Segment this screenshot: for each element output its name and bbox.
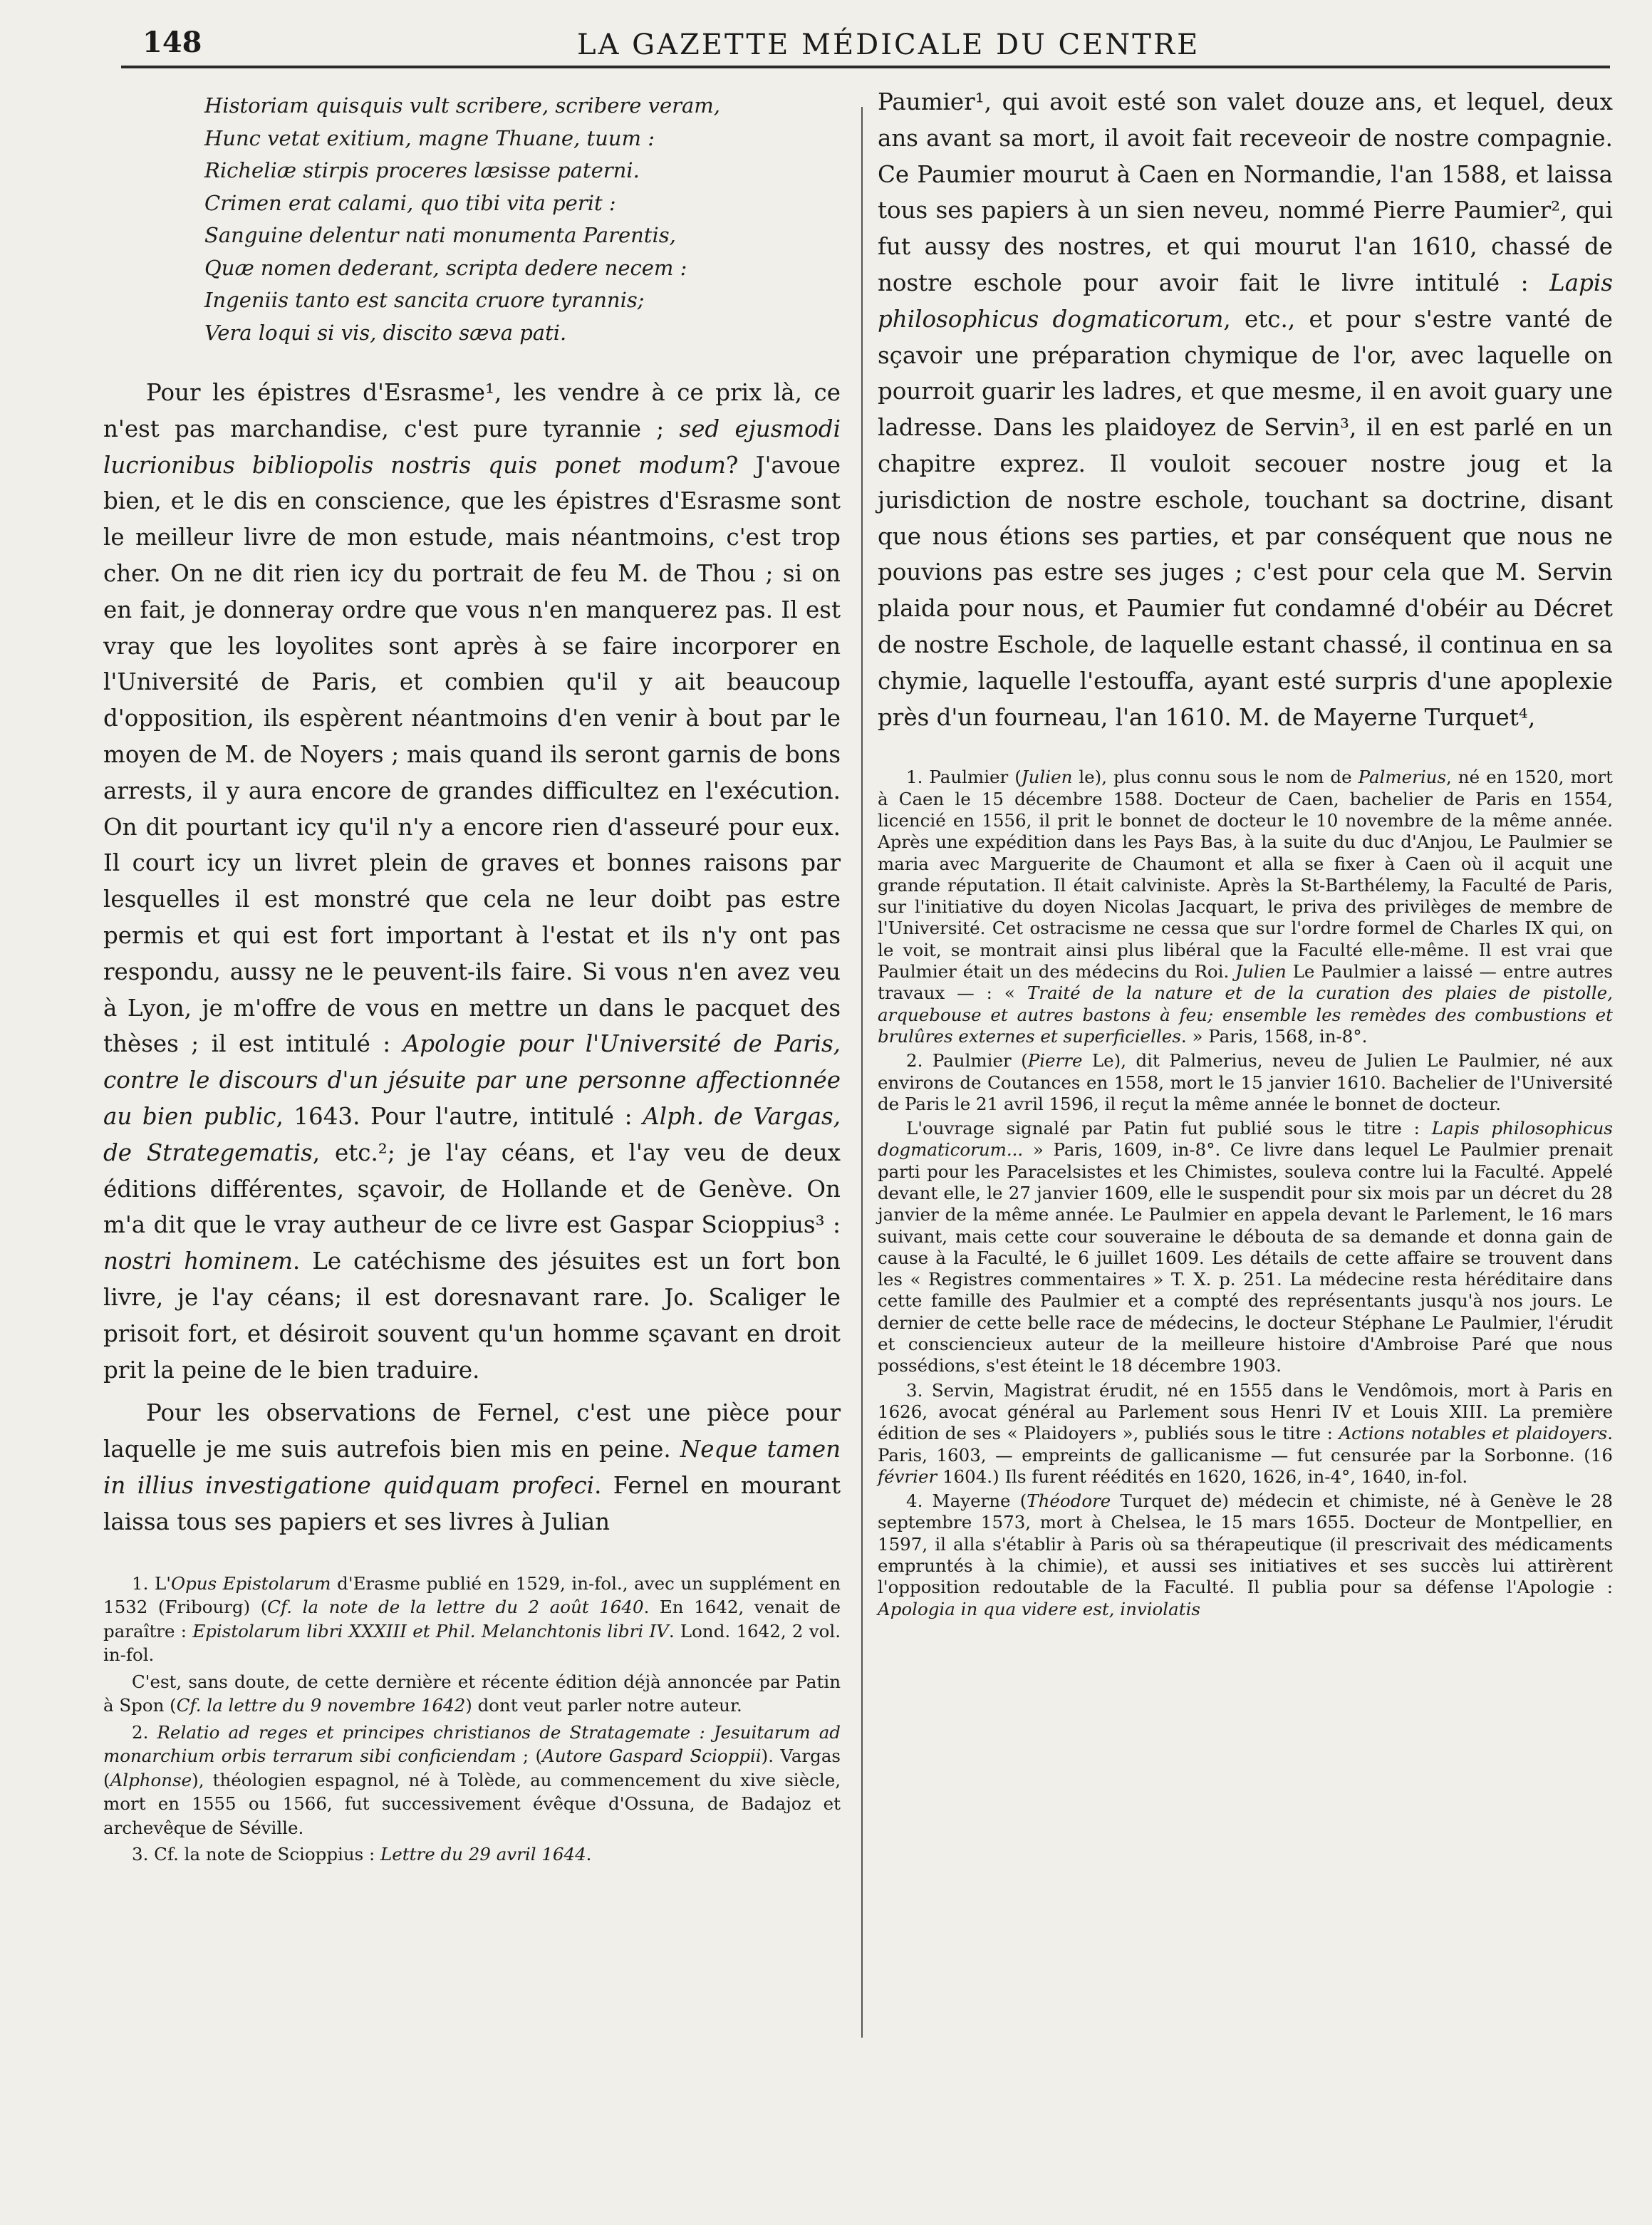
left-column: [103, 84, 841, 1869]
right-footnotes: [878, 767, 1613, 1620]
left-body-text: [103, 375, 841, 1540]
left-footnotes: [103, 1572, 841, 1867]
verse-line: Vera loqui si vis, discito sæva pati.: [204, 320, 567, 345]
header-rule: [121, 66, 1610, 68]
verse-line: Crimen erat calami, quo tibi vita perit :: [204, 190, 616, 215]
page-number: 148: [142, 26, 202, 59]
page-header: [121, 20, 1603, 64]
footnote: 2. Paulmier (Pierre Le), dit Palmerius, neveu de Julien Le Paulmier, né aux environs de Coutances en 1558, mort le 15 janvier 1610. Bachelier de l'Université de Paris le 21 avril 1596, il reçut la même année le bonnet de docteur.: [878, 1050, 1613, 1114]
body-paragraph: Paumier¹, qui avoit esté son valet douze ans, et lequel, deux ans avant sa mort, il avoit fait receveoir de nostre compagnie. Ce Paumier mourut à Caen en Normandie, l'an 1588, et laissa tous ses papiers à un sien neveu, nommé Pierre Paumier², qui fut aussy des nostres, et qui mourut l'an 1610, chassé de nostre eschole pour avoir fait le livre intitulé : Lapis philosophicus dogmaticorum, etc., et pour s'estre vanté de sçavoir une préparation chymique de l'or, avec laquelle on pourroit guarir les ladres, et que mesme, il en avoit guary une ladresse. Dans les plaidoyez de Servin³, il en est parlé en un chapitre exprez. Il vouloit secouer nostre joug et la jurisdiction de nostre eschole, touchant sa doctrine, disant que nous étions ses parties, et par conséquent que nous ne pouvions pas estre ses juges ; c'est pour cela que M. Servin plaida pour nous, et Paumier fut condamné d'obéir au Décret de nostre Eschole, de laquelle estant chassé, il continua en sa chymie, laquelle l'estouffa, ayant esté surpris d'une apoplexie près d'un fourneau, l'an 1610. M. de Mayerne Turquet⁴,: [878, 88, 1613, 731]
right-body-text: [878, 84, 1613, 735]
body-paragraph: Pour les observations de Fernel, c'est une pièce pour laquelle je me suis autrefois bien mis en peine. Neque tamen in illius investigatione quidquam profeci. Fernel en mourant laissa tous ses papiers et ses livres à Julian: [103, 1399, 841, 1535]
running-title: LA GAZETTE MÉDICALE DU CENTRE: [577, 28, 1200, 61]
verse-line: Ingeniis tanto est sancita cruore tyrannis;: [204, 288, 645, 312]
body-paragraph: Pour les épistres d'Esrasme¹, les vendre à ce prix là, ce n'est pas marchandise, c'est pure tyrannie ; sed ejusmodi lucrionibus bibliopolis nostris quis ponet modum? J'avoue bien, et le dis en conscience, que les épistres d'Esrasme sont le meilleur livre de mon estude, mais néantmoins, c'est trop cher. On ne dit rien icy du portrait de feu M. de Thou ; si on en fait, je donneray ordre que vous n'en manquerez pas. Il est vray que les loyolites sont après à se faire incorporer en l'Université de Paris, et combien qu'il y ait beaucoup d'opposition, ils espèrent néantmoins d'en venir à bout par le moyen de M. de Noyers ; mais quand ils seront garnis de bons arrests, il y aura encore de grandes difficultez en l'exécution. On dit pourtant icy qu'il n'y a encore rien d'asseuré pour eux. Il court icy un livret plein de graves et bonnes raisons par lesquelles il est monstré que cela ne leur doibt pas estre permis et qui est fort important à l'estat et ils n'y ont pas respondu, aussy ne le peuvent-ils faire. Si vous n'en avez veu à Lyon, je m'offre de vous en mettre un dans le pacquet des thèses ; il est intitulé : Apologie pour l'Université de Paris, contre le discours d'un jésuite par une personne affectionnée au bien public, 1643. Pour l'autre, intitulé : Alph. de Vargas, de Strategematis, etc.²; je l'ay céans, et l'ay veu de deux éditions différentes, sçavoir, de Hollande et de Genève. On m'a dit que le vray autheur de ce livre est Gaspar Scioppius³ : nostri hominem. Le catéchisme des jésuites est un fort bon livre, je l'ay céans; il est doresnavant rare. Jo. Scaliger le prisoit fort, et désiroit souvent qu'un homme sçavant en droit prit la peine de le bien traduire.: [103, 379, 841, 1384]
verse-line: Historiam quisquis vult scribere, scribere veram,: [204, 93, 721, 118]
footnote: 3. Servin, Magistrat érudit, né en 1555 dans le Vendômois, mort à Paris en 1626, avocat général au Parlement sous Henri IV et Louis XIII. La première édition de ses « Plaidoyers », publiés sous le titre : Actions notables et plaidoyers. Paris, 1603, — empreints de gallicanisme — fut censurée par la Sorbonne. (16 février 1604.) Ils furent réédités en 1620, 1626, in-4°, 1640, in-fol.: [878, 1379, 1613, 1487]
right-column: [878, 84, 1613, 1623]
verse-line: Richeliæ stirpis proceres læsisse paterni.: [204, 158, 640, 182]
verse-line: Hunc vetat exitium, magne Thuane, tuum :: [204, 125, 655, 150]
footnote: 3. Cf. la note de Scioppius : Lettre du 29 avril 1644.: [132, 1844, 592, 1864]
latin-verse: [204, 90, 841, 349]
footnote: 1. Paulmier (Julien le), plus connu sous le nom de Palmerius, né en 1520, mort à Caen le 15 décembre 1588. Docteur de Caen, bachelier de Paris en 1554, licencié en 1556, il prit le bonnet de docteur le 10 novembre de la même année. Après une expédition dans les Pays Bas, à la suite du duc d'Anjou, Le Paulmier se maria avec Marguerite de Chaumont et alla se fixer à Caen où il acquit une grande réputation. Il était calviniste. Après la St-Barthélemy, la Faculté de Paris, sur l'initiative du doyen Nicolas Jacquart, le priva des privilèges de membre de l'Université. Cet ostracisme ne cessa que sur l'ordre formel de Charles IX qui, on le voit, se montrait ainsi plus libéral que la Faculté elle-même. Il est vrai que Paulmier était un des médecins du Roi. Julien Le Paulmier a laissé — entre autres travaux — : « Traité de la nature et de la curation des plaies de pistolle, arquebouse et autres bastons à feu; ensemble les remèdes des combustions et brulûres externes et superficielles. » Paris, 1568, in-8°.: [878, 767, 1614, 1047]
footnote: 4. Mayerne (Théodore Turquet de) médecin et chimiste, né à Genève le 28 septembre 1573, mort à Chelsea, le 15 mars 1655. Docteur de Montpellier, en 1597, il alla s'établir à Paris où sa thérapeutique (il prescrivait des médicaments empruntés à la chimie), et aussi ses initiatives et ses succès lui attirèrent l'opposition redoutable de la Faculté. Il publia pour sa défense l'Apologie : Apologia in qua videre est, inviolatis: [878, 1490, 1613, 1619]
verse-line: Quæ nomen dederant, scripta dedere necem :: [204, 255, 687, 280]
footnote: L'ouvrage signalé par Patin fut publié sous le titre : Lapis philosophicus dogmaticorum... » Paris, 1609, in-8°. Ce livre dans lequel Le Paulmier prenait parti pour les Paracelsistes et les Chimistes, souleva contre lui la Faculté. Appelé devant elle, le 27 janvier 1609, elle le suspendit pour six mois par un décret du 28 janvier de la même année. Le Paulmier en appela devant le Parlement, le 16 mars suivant, mais cette cour souveraine le débouta de sa demande et donna gain de cause à la Faculté, le 6 juillet 1609. Les détails de cette affaire se trouvent dans les « Registres commentaires » T. X. p. 251. La médecine resta héréditaire dans cette famille des Paulmier et a compté des représentants jusqu'à nos jours. Le dernier de cette belle race de médecins, le docteur Stéphane Le Paulmier, l'érudit et consciencieux auteur de la meilleure histoire d'Ambroise Paré que nous possédions, s'est éteint le 18 décembre 1903.: [878, 1118, 1614, 1376]
footnote: 1. L'Opus Epistolarum d'Erasme publié en 1529, in-fol., avec un supplément en 1532 (Fribourg) (Cf. la note de la lettre du 2 août 1640. En 1642, venait de paraître : Epistolarum libri XXXIII et Phil. Melanchtonis libri IV. Lond. 1642, 2 vol. in-fol.: [103, 1572, 841, 1665]
verse-line: Sanguine delentur nati monumenta Parentis,: [204, 223, 676, 247]
column-rule: [861, 107, 863, 2038]
footnote: 2. Relatio ad reges et principes christianos de Stratagemate : Jesuitarum ad monarchium orbis terrarum sibi conficiendam ; (Autore Gaspard Scioppii). Vargas (Alphonse), théologien espagnol, né à Tolède, au commencement du xive siècle, mort en 1555 ou 1566, fut successivement évêque d'Ossuna, de Badajoz et archevêque de Séville.: [103, 1721, 841, 1838]
footnote: C'est, sans doute, de cette dernière et récente édition déjà annoncée par Patin à Spon (Cf. la lettre du 9 novembre 1642) dont veut parler notre auteur.: [103, 1671, 841, 1716]
